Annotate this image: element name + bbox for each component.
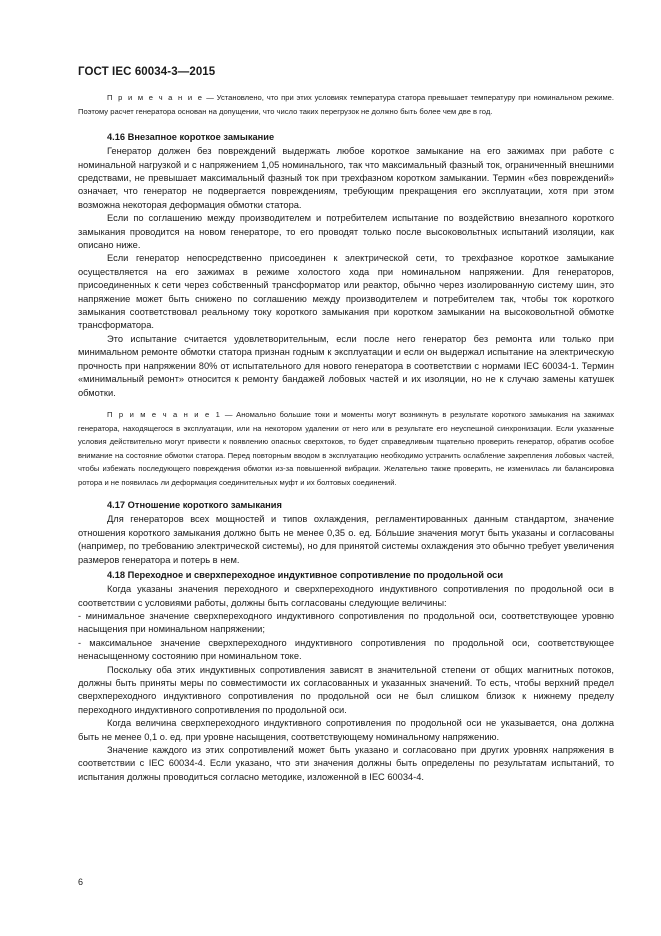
- note-label: П р и м е ч а н и е 1: [107, 409, 222, 419]
- paragraph: Поскольку оба этих индуктивных сопротивления зависят в значительной степени от общих магнитных потоков, должны быть приняты меры по совместимости их согласованных и указанных значений. То есть, чтобы верхний предел сверхпереходного индуктивного сопротивления по продольной оси не был слишком близок к нижнему пределу переходного индуктивного сопротивления по продольной оси.: [78, 664, 614, 715]
- section-heading-4-16: 4.16 Внезапное короткое замыкание: [107, 132, 275, 143]
- note-text: — Аномально большие токи и моменты могут возникнуть в результате короткого замыкания на зажимах генератора, находящегося в эксплуатации, или на некотором удалении от него или в результате его неуспешной синхронизации. Если указанные условия действительно могут привести к появлению опасных сверхтоков, то будет справедливым тщательно проверить генератор, обратив особое внимание на состояние обмотки статора. Перед повторным вводом в эксплуатацию необходимо устранить ослабление закрепления лобовых частей, чтобы избежать последующего повреждения обмотки из-за повышенной вибрации. Желательно также проверить, не изменилась ли балансировка ротора и не появилась ли деформация соединительных муфт и их болтовых соединений.: [78, 409, 614, 487]
- paragraph: Значение каждого из этих сопротивлений может быть указано и согласовано при других уровнях напряжения в соответствии с IEC 60034-4. Если указано, что эти значения должны быть определены по результатам испытаний, то испытания должны проводиться согласно методике, изложенной в IEC 60034-4.: [78, 744, 614, 782]
- section-heading-4-18: 4.18 Переходное и сверхпереходное индуктивное сопротивление по продольной оси: [107, 570, 504, 581]
- page-number: 6: [78, 877, 84, 887]
- paragraph: Это испытание считается удовлетворительным, если после него генератор без ремонта или только при минимальном ремонте обмотки статора признан годным к эксплуатации и если он выдержал испытание на электрическую прочность при напряжении 80% от испытательного для нового генератора в соответствии с нормами IEC 60034-1. Термин «минимальный ремонт» относится к ремонту бандажей лобовых частей и их изоляции, но не к случаю замены катушек обмотки.: [78, 333, 614, 398]
- paragraph: Генератор должен без повреждений выдержать любое короткое замыкание на его зажимах при работе с номинальной нагрузкой и с напряжением 1,05 номинального, так что максимальный фазный ток, ограниченный внешними средствами, не превышает максимальный фазный ток при трехфазном коротком замыкании. Термин «без повреждений» означает, что генератор не подвергается повреждениям, требующим прекращения его эксплуатации, хотя при этом возможна некоторая деформация обмотки статора.: [78, 146, 614, 210]
- note-label: П р и м е ч а н и е: [107, 93, 204, 102]
- paragraph: Когда указаны значения переходного и сверхпереходного индуктивного сопротивления по продольной оси в соответствии с условиями работы, должны быть согласованы следующие величины:: [78, 584, 614, 608]
- section-heading-4-17: 4.17 Отношение короткого замыкания: [107, 500, 282, 511]
- note-text: — Установлено, что при этих условиях температура статора превышает температуру при номинальном режиме. Поэтому расчет генератора основан на допущении, что число таких перегрузок не должно быть более чем две в год.: [78, 93, 615, 116]
- paragraph: Если генератор непосредственно присоединен к электрической сети, то трехфазное короткое замыкание осуществляется на его зажимах в режиме холостого хода при номинальном напряжении. Для генераторов, присоединенных к сети через собственный трансформатор или реактор, обычно через изолированную систему шин, это напряжение может быть снижено по соглашению между производителем и потребителем так, чтобы ток короткого замыкания соответствовал реальному току короткого замыкания при коротком замыкании на высоковольтной обмотке трансформатора.: [78, 253, 614, 331]
- paragraph: Для генераторов всех мощностей и типов охлаждения, регламентированных данным стандартом, значение отношения короткого замыкания должно быть не менее 0,35 о. ед. Бóльшие значения могут быть указаны и согласованы (например, по требованию электрической системы), но для принятой системы охлаждения это обычно требует увеличения размеров генератора и потерь в нем.: [78, 514, 614, 565]
- list-item: - минимальное значение сверхпереходного индуктивного сопротивления по продольной оси, соответствующее уровню насыщения при номинальном напряжении;: [78, 610, 614, 635]
- paragraph: Когда величина сверхпереходного индуктивного сопротивления по продольной оси не указывается, она должна быть не менее 0,1 о. ед. при уровне насыщения, соответствующему номинальному напряжению.: [78, 718, 614, 742]
- paragraph: Если по соглашению между производителем и потребителем испытание по воздействию внезапного короткого замыкания проводится на новом генераторе, то его проводят только после высоковольтных испытаний изоляции, как описано ниже.: [78, 213, 614, 251]
- note-top: [78, 91, 614, 118]
- list-item: - максимальное значение сверхпереходного индуктивного сопротивления по продольной оси, соответствующее ненасыщенному состоянию при номинальном токе.: [78, 637, 614, 662]
- document-header: ГОСТ IEC 60034-3—2015: [78, 66, 216, 78]
- note-4-16: [78, 408, 614, 490]
- page-content: [78, 91, 614, 784]
